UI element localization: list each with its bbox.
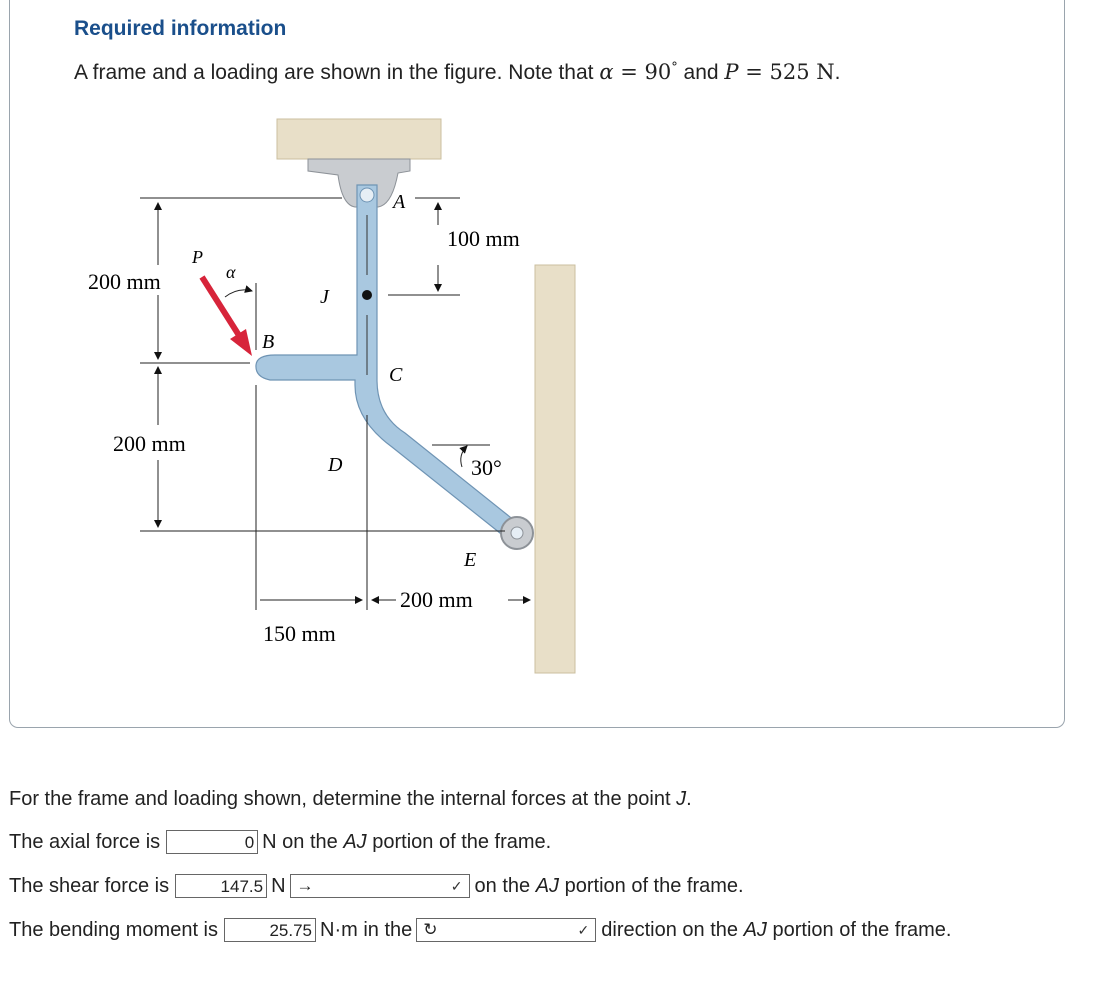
axial-prefix: The axial force is xyxy=(9,830,161,853)
label-p: P xyxy=(192,247,203,267)
load-p-shaft xyxy=(202,277,240,337)
question-text xyxy=(9,788,692,811)
moment-direction-value: ↻ xyxy=(423,920,438,939)
axial-suffix: portion of the frame. xyxy=(372,830,552,853)
dim-150: 150 mm xyxy=(263,621,336,646)
shear-portion: AJ xyxy=(535,874,560,897)
question-suffix: . xyxy=(686,788,692,810)
wall-support xyxy=(535,265,575,673)
axial-force-input[interactable]: 0 xyxy=(166,830,258,854)
problem-statement xyxy=(74,60,840,85)
axial-force-row xyxy=(9,828,551,856)
chevron-down-icon: ✓ xyxy=(450,877,463,894)
load-p-head xyxy=(230,329,252,356)
label-d: D xyxy=(328,454,343,476)
angle-30: 30° xyxy=(471,455,502,480)
shear-direction-select[interactable] xyxy=(290,874,470,898)
moment-portion: AJ xyxy=(743,918,767,941)
frame-figure xyxy=(80,115,600,680)
moment-prefix: The bending moment is xyxy=(9,918,219,941)
degree-symbol: ° xyxy=(671,60,678,75)
bending-moment-row xyxy=(9,916,951,944)
dim-200-bottom: 200 mm xyxy=(113,431,186,456)
ceiling-support xyxy=(277,119,441,159)
angle-30-arc xyxy=(461,446,467,467)
axial-unit: N on the xyxy=(262,830,338,853)
shear-suffix-pre: on the xyxy=(474,874,531,897)
pin-a xyxy=(360,188,374,202)
shear-prefix: The shear force is xyxy=(9,874,170,897)
moment-suffix-pre: direction on the xyxy=(601,918,739,941)
alpha-value: = 90 xyxy=(613,60,672,84)
moment-suffix: portion of the frame. xyxy=(772,918,952,941)
shear-force-input[interactable]: 147.5 xyxy=(175,874,267,898)
label-e: E xyxy=(464,549,477,571)
shear-unit: N xyxy=(271,874,286,897)
chevron-down-icon: ✓ xyxy=(577,921,590,938)
label-c: C xyxy=(389,364,403,386)
shear-suffix: portion of the frame. xyxy=(564,874,744,897)
dim-100: 100 mm xyxy=(447,226,520,251)
shear-force-row xyxy=(9,872,744,900)
shear-direction-value: → xyxy=(296,876,314,895)
p-value: = 525 N xyxy=(738,60,835,84)
question-prefix: For the frame and loading shown, determine the internal forces at the point xyxy=(9,788,677,810)
and-text: and xyxy=(677,61,725,84)
required-info-title: Required information xyxy=(74,17,287,40)
label-alpha: α xyxy=(226,262,236,282)
intro-text: A frame and a loading are shown in the figure. Note that xyxy=(74,61,600,84)
alpha-symbol: α xyxy=(599,60,614,84)
dim-200-horizontal: 200 mm xyxy=(400,587,473,612)
label-j: J xyxy=(320,286,329,308)
period: . xyxy=(834,61,841,84)
label-b: B xyxy=(262,331,275,353)
axial-portion: AJ xyxy=(343,830,367,853)
label-a: A xyxy=(393,191,406,213)
question-point: J xyxy=(676,788,687,810)
moment-direction-select[interactable] xyxy=(416,918,596,942)
bending-moment-input[interactable]: 25.75 xyxy=(224,918,316,942)
alpha-arc xyxy=(225,290,252,297)
dim-200-top: 200 mm xyxy=(88,269,161,294)
moment-unit: N·m in the xyxy=(320,918,413,941)
p-symbol: P xyxy=(724,60,739,84)
point-j xyxy=(362,290,372,300)
pin-e xyxy=(511,527,523,539)
